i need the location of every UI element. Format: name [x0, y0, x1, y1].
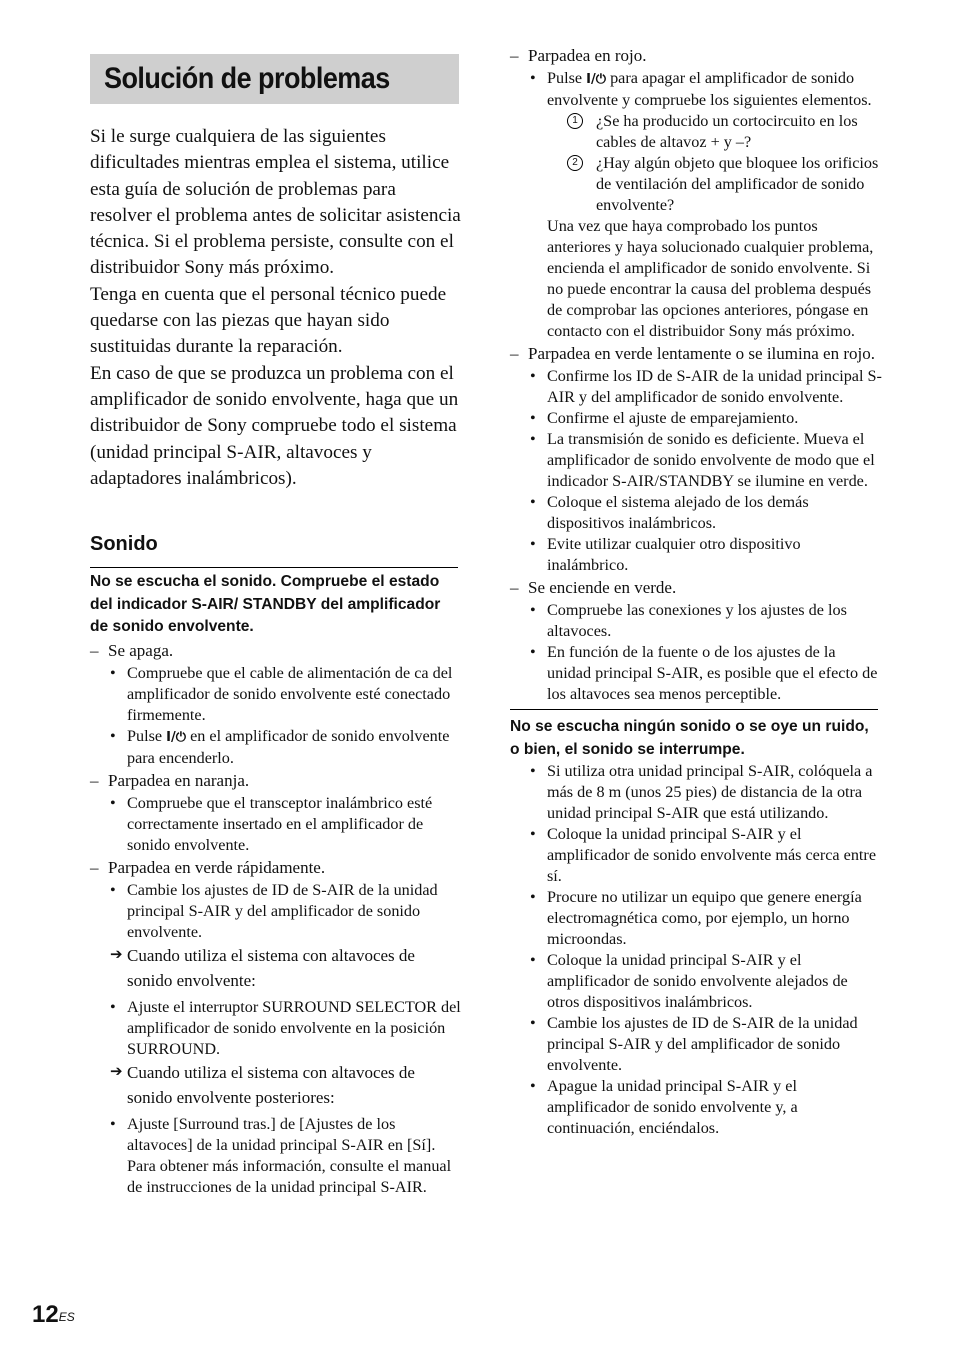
bullet-mark: • [110, 793, 116, 812]
dash-mark: – [510, 344, 519, 363]
status-label: Parpadea en verde rápidamente. [108, 857, 326, 877]
list-item [90, 880, 462, 943]
item-text: Cambie los ajustes de ID de S-AIR de la unidad principal S-AIR y del amplificador de sonido envolvente. [547, 1014, 858, 1074]
item-text: Coloque la unidad principal S-AIR y el amplificador de sonido envolvente alejados de otros dispositivos inalámbricos. [547, 951, 848, 1011]
bullet-list [510, 600, 882, 705]
bullet-list [90, 1114, 462, 1198]
status-verde-lento [510, 342, 882, 366]
item-text: Si utiliza otra unidad principal S-AIR, colóquela a más de 8 m (unos 25 pies) de distancia de la otra unidad principal S-AIR que está utilizando. [547, 762, 873, 822]
list-item [510, 600, 882, 642]
list-item [510, 408, 882, 429]
list-item [510, 68, 882, 111]
status-label: Parpadea en rojo. [528, 46, 647, 65]
bullet-mark: • [530, 367, 536, 385]
bullet-mark: • [530, 888, 536, 906]
intro-paragraph-3: En caso de que se produzca un problema con el amplificador de sonido envolvente, haga que un distribuidor de Sony compruebe todo el sistema (unidad principal S-AIR, altavoces y adaptadores inalámbricos). [90, 362, 459, 489]
dash-mark: – [90, 857, 99, 877]
bullet-mark: • [530, 643, 536, 661]
intro-paragraph-2: Tenga en cuenta que el personal técnico puede quedarse con las piezas que hayan sido sustituidas durante la reparación. [90, 283, 447, 358]
bullet-mark: • [110, 726, 116, 745]
bullet-mark: • [530, 762, 536, 780]
list-item [90, 997, 462, 1060]
arrow-note-1 [90, 943, 462, 993]
bullet-list [90, 663, 462, 769]
bullet-list [90, 997, 462, 1060]
list-item [90, 1114, 462, 1198]
status-naranja [90, 769, 462, 793]
status-label: Parpadea en verde lentamente o se ilumina en rojo. [528, 344, 875, 363]
title-box [90, 54, 459, 104]
list-item [510, 1076, 882, 1139]
list-item [510, 950, 882, 1013]
item-text: Apague la unidad principal S-AIR y el amplificador de sonido envolvente y, a continuación, enciéndalos. [547, 1077, 798, 1137]
power-icon: I/⏻ [586, 72, 607, 87]
page-title: Solución de problemas [104, 62, 390, 95]
item-text: ¿Se ha producido un cortocircuito en los cables de altavoz + y –? [596, 112, 858, 151]
bullet-list [510, 761, 882, 1139]
item-text: Confirme el ajuste de emparejamiento. [547, 409, 799, 427]
item-text: Pulse [127, 726, 163, 745]
status-label: Se apaga. [108, 640, 174, 660]
list-item [510, 1013, 882, 1076]
problem-heading-noise: No se escucha ningún sonido o se oye un ruido, o bien, el sonido se interrumpe. [510, 718, 869, 758]
item-text: Procure no utilizar un equipo que genere energía electromagnética como, por ejemplo, un horno microondas. [547, 888, 862, 948]
intro [90, 124, 462, 492]
item-text: Pulse [547, 69, 583, 87]
item-text: en el amplificador de sonido envolvente para encenderlo. [127, 726, 450, 767]
bullet-mark: • [530, 409, 536, 427]
arrow-note-text: Cuando utiliza el sistema con altavoces de sonido envolvente: [127, 945, 415, 990]
bullet-mark: • [110, 663, 116, 682]
item-text: Compruebe que el transceptor inalámbrico esté correctamente insertado en el amplificador de sonido envolvente. [127, 793, 433, 854]
list-item [510, 642, 882, 705]
note-paragraph: Una vez que haya comprobado los puntos anteriores y haya solucionado cualquier problema, encienda el amplificador de sonido envolvente. Si no puede encontrar la causa del problema después de comprobar las opciones anteriores, póngase en contacto con el distribuidor Sony más próximo. [547, 217, 874, 340]
page-number [32, 1300, 75, 1330]
bullet-mark: • [110, 997, 116, 1016]
arrow-right-icon: ➔ [110, 946, 123, 963]
bullet-mark: • [530, 430, 536, 448]
item-text: Coloque la unidad principal S-AIR y el amplificador de sonido envolvente más cerca entre sí. [547, 825, 877, 885]
list-item [90, 726, 462, 769]
arrow-right-icon: ➔ [110, 1063, 123, 1080]
list-item [510, 366, 882, 408]
dash-mark: – [510, 46, 519, 65]
status-label: Parpadea en naranja. [108, 770, 250, 790]
status-label: Se enciende en verde. [528, 578, 677, 597]
item-text: Coloque el sistema alejado de los demás dispositivos inalámbricos. [547, 493, 809, 532]
bullet-mark: • [530, 69, 536, 87]
item-text: Compruebe que el cable de alimentación de ca del amplificador de sonido envolvente esté conectado firmemente. [127, 663, 453, 724]
circled-number: 1 [567, 113, 583, 129]
item-text: Evite utilizar cualquier otro dispositivo inalámbrico. [547, 535, 801, 574]
list-item [510, 761, 882, 824]
left-column [90, 571, 462, 1198]
bullet-mark: • [110, 1114, 116, 1133]
section-heading-sonido: Sonido [90, 533, 158, 555]
arrow-note-2 [90, 1060, 462, 1110]
list-item [510, 534, 882, 576]
bullet-mark: • [530, 1014, 536, 1032]
numbered-item-2 [510, 153, 882, 216]
page-number-value: 12 [32, 1301, 59, 1328]
list-item [510, 429, 882, 492]
bullet-mark: • [530, 535, 536, 553]
bullet-mark: • [530, 951, 536, 969]
status-enciende-verde [510, 576, 882, 600]
bullet-list [90, 880, 462, 943]
list-item [90, 793, 462, 856]
bullet-mark: • [530, 493, 536, 511]
status-rojo [510, 44, 882, 68]
bullet-mark: • [530, 825, 536, 843]
bullet-list [90, 793, 462, 856]
item-text: Compruebe las conexiones y los ajustes de los altavoces. [547, 601, 847, 640]
item-text: Cambie los ajustes de ID de S-AIR de la unidad principal S-AIR y del amplificador de sonido envolvente. [127, 880, 438, 941]
power-icon: I/⏻ [166, 729, 187, 745]
item-text: para apagar el amplificador de sonido envolvente y compruebe los siguientes elementos. [547, 69, 872, 109]
item-text: Ajuste [Surround tras.] de [Ajustes de los altavoces] de la unidad principal S-AIR en [Sí]. Para obtener más información, consulte el manual de instrucciones de la unidad principal S-AIR. [127, 1114, 452, 1196]
bullet-list [510, 68, 882, 111]
item-text: En función de la fuente o de los ajustes de la unidad principal S-AIR, es posible que el efecto de los altavoces sea menos perceptible. [547, 643, 878, 703]
status-verde-rapido [90, 856, 462, 880]
circled-number: 2 [567, 155, 583, 171]
arrow-note-text: Cuando utiliza el sistema con altavoces de sonido envolvente posteriores: [127, 1062, 415, 1107]
numbered-item-1 [510, 111, 882, 153]
problem-heading-no-sound: No se escucha el sonido. Compruebe el estado del indicador S-AIR/ STANDBY del amplificador de sonido envolvente. [90, 573, 441, 635]
list-item [90, 663, 462, 726]
dash-mark: – [90, 770, 99, 790]
bullet-mark: • [530, 1077, 536, 1095]
right-column [510, 44, 882, 1139]
dash-mark: – [510, 578, 519, 597]
bullet-list [510, 366, 882, 576]
dash-mark: – [90, 640, 99, 660]
status-se-apaga [90, 639, 462, 663]
list-item [510, 824, 882, 887]
page-language-suffix: ES [58, 1310, 75, 1324]
problem-divider [510, 709, 878, 710]
bullet-mark: • [530, 601, 536, 619]
intro-paragraph-1: Si le surge cualquiera de las siguientes dificultades mientras emplea el sistema, utilice esta guía de solución de problemas para resolver el problema antes de solicitar asistencia técnica. Si el problema persiste, consulte con el distribuidor Sony más próximo. [90, 126, 461, 279]
section-divider [90, 567, 458, 568]
list-item [510, 492, 882, 534]
list-item [510, 887, 882, 950]
item-text: La transmisión de sonido es deficiente. Mueva el amplificador de sonido envolvente de modo que el indicador S-AIR/STANDBY se ilumine en verde. [547, 430, 875, 490]
item-text: Ajuste el interruptor SURROUND SELECTOR del amplificador de sonido envolvente en la posición SURROUND. [127, 997, 461, 1058]
bullet-mark: • [110, 880, 116, 899]
item-text: ¿Hay algún objeto que bloquee los orificios de ventilación del amplificador de sonido envolvente? [596, 154, 879, 214]
item-text: Confirme los ID de S-AIR de la unidad principal S-AIR y del amplificador de sonido envolvente. [547, 367, 882, 406]
